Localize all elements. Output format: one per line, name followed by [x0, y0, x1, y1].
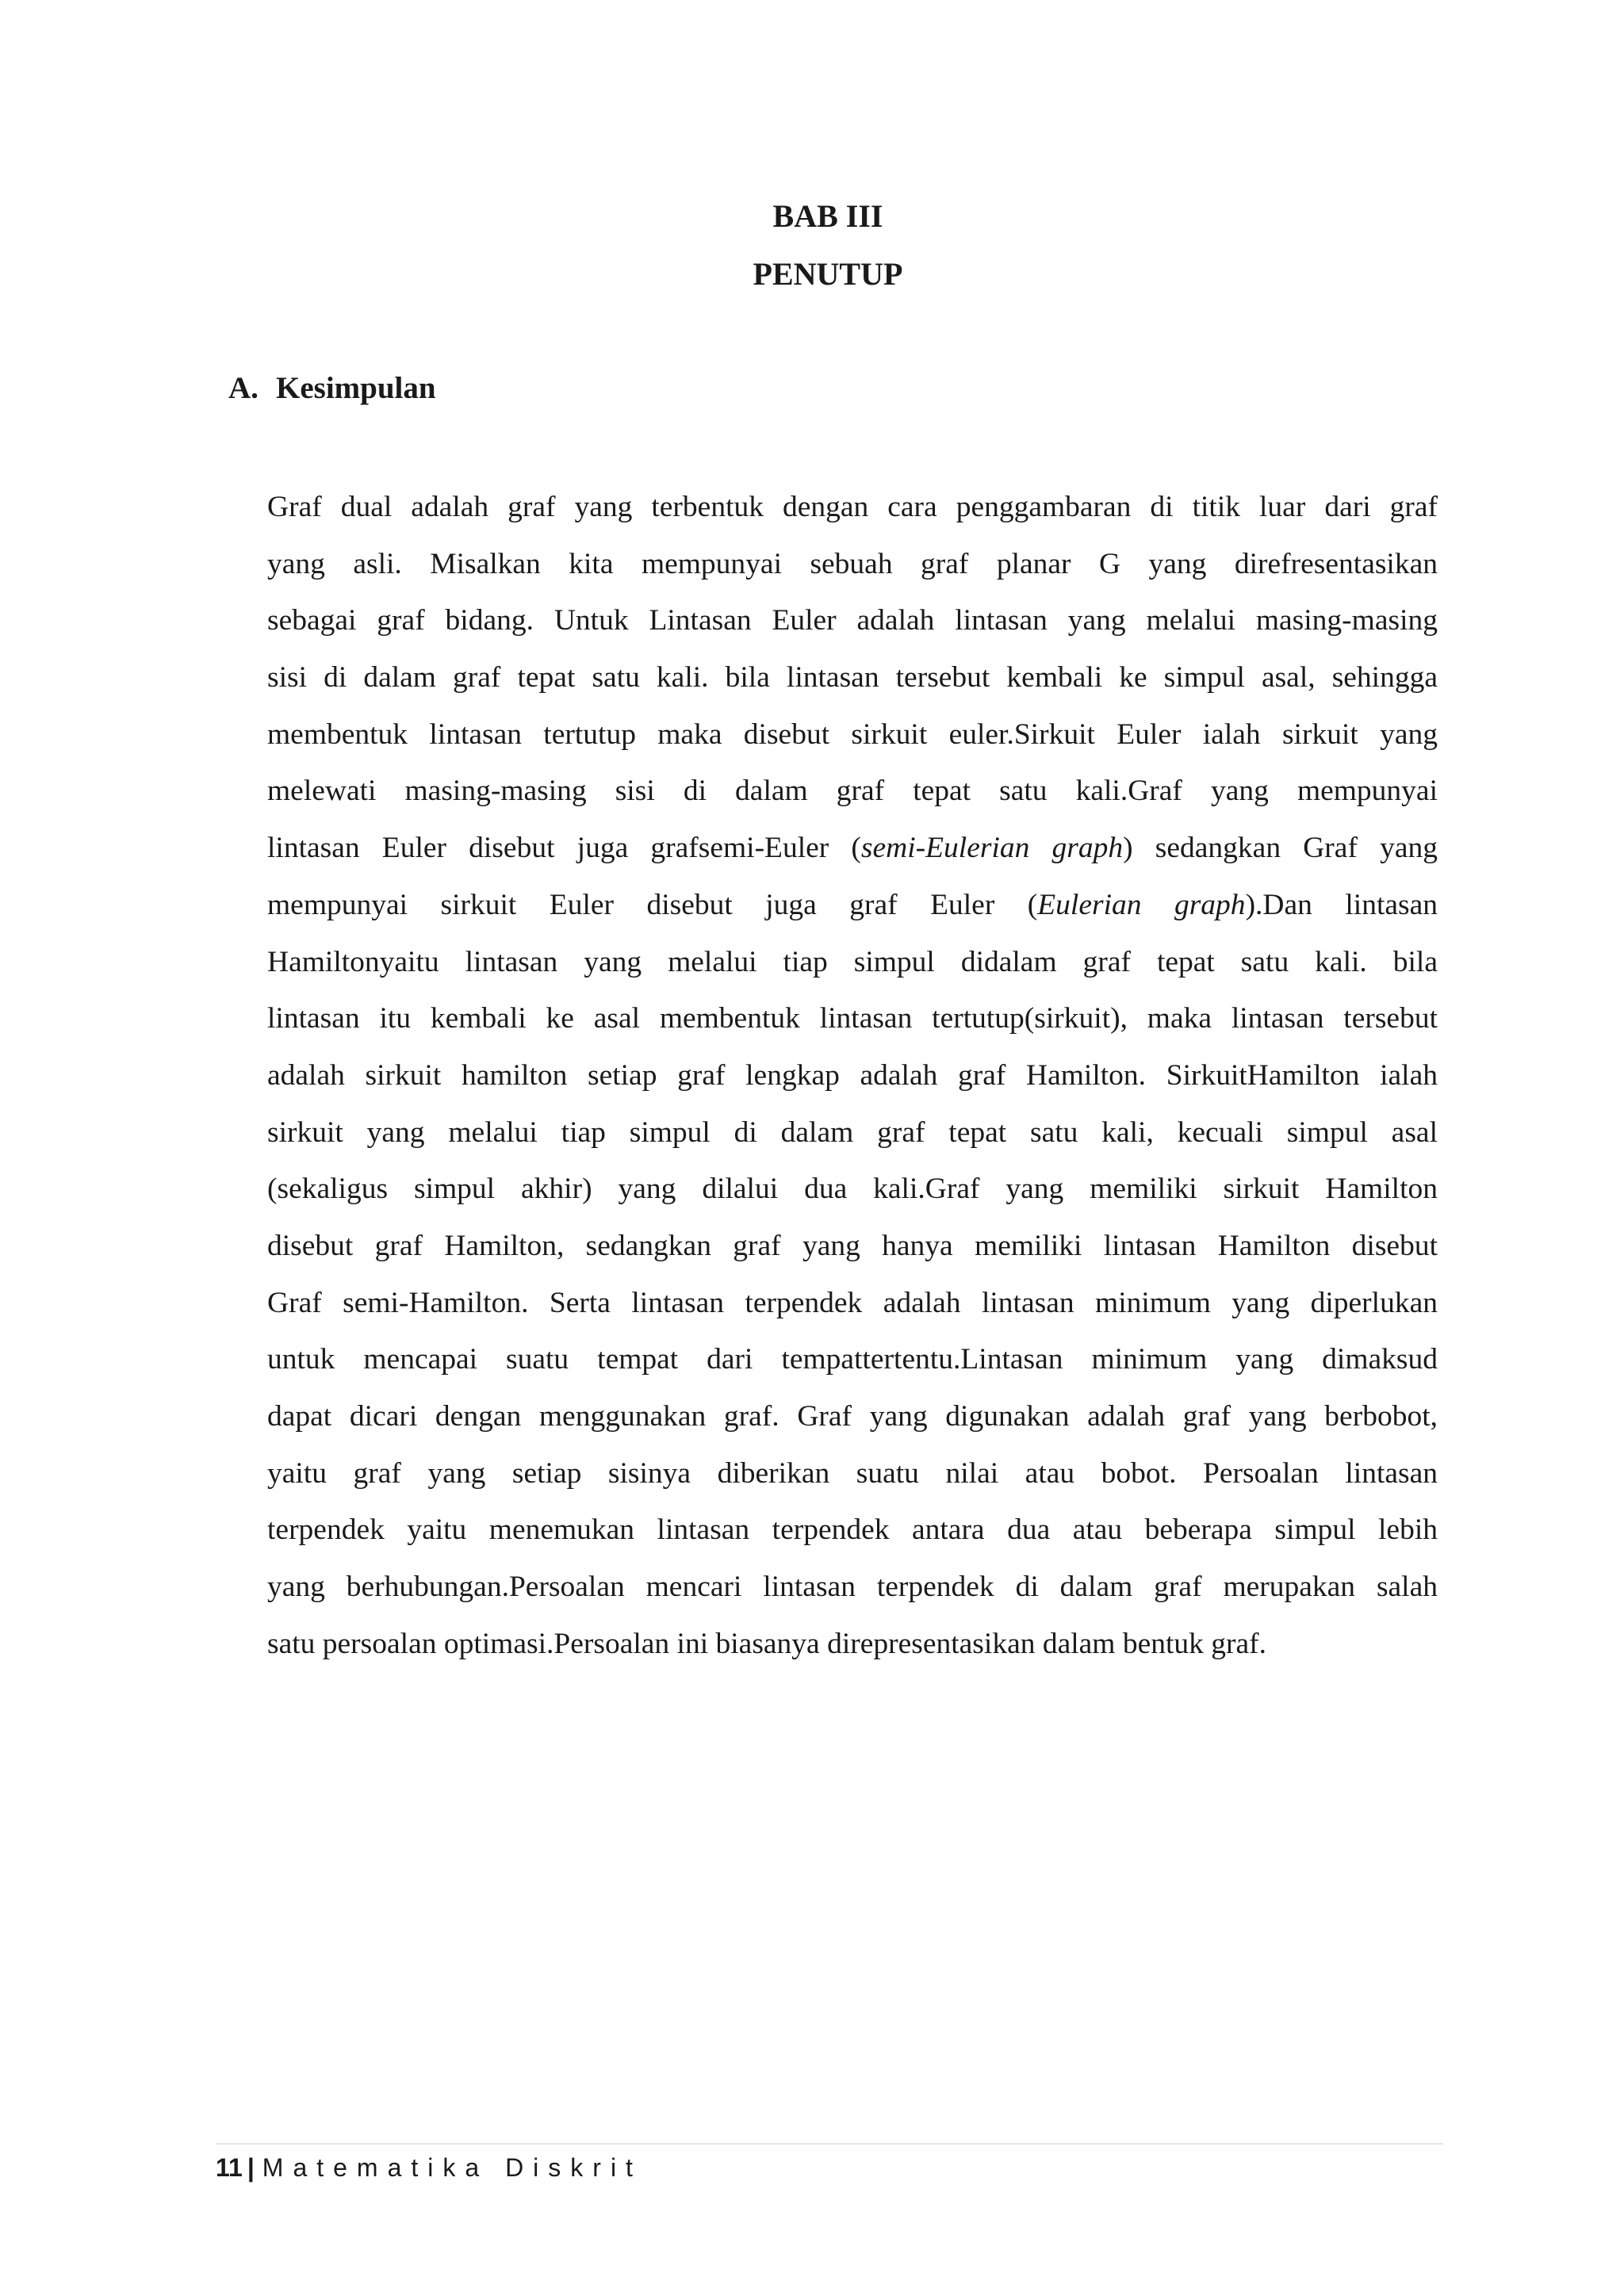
paragraph-line: Graf semi-Hamilton. Serta lintasan terpendek adalah lintasan minimum yang diperlukan: [267, 1286, 1438, 1319]
section-letter: A.: [228, 371, 259, 405]
line-text: mempunyai sirkuit Euler disebut juga graf Euler (: [267, 888, 1038, 921]
paragraph-line: yang asli. Misalkan kita mempunyai sebuah graf planar G yang direfresentasikan: [267, 547, 1438, 580]
conclusion-paragraph: [267, 479, 1438, 1672]
section-title: Kesimpulan: [276, 371, 436, 405]
paragraph-line: untuk mencapai suatu tempat dari tempattertentu.Lintasan minimum yang dimaksud: [267, 1343, 1438, 1376]
line-text: ) sedangkan Graf yang: [1123, 832, 1438, 865]
paragraph-line: sisi di dalam graf tepat satu kali. bila lintasan tersebut kembali ke simpul asal, sehingga: [267, 661, 1438, 695]
footer-separator: |: [247, 2153, 255, 2182]
italic-term: semi-Eulerian graph: [860, 832, 1124, 865]
paragraph-line: melewati masing-masing sisi di dalam graf tepat satu kali.Graf yang mempunyai: [267, 775, 1438, 808]
paragraph-line: satu persoalan optimasi.Persoalan ini biasanya direpresentasikan dalam bentuk graf.: [267, 1627, 1267, 1660]
paragraph-line: sebagai graf bidang. Untuk Lintasan Euler adalah lintasan yang melalui masing-masing: [267, 604, 1438, 637]
running-title: Matematika Diskrit: [262, 2153, 642, 2182]
paragraph-line: membentuk lintasan tertutup maka disebut sirkuit euler.Sirkuit Euler ialah sirkuit yang: [267, 718, 1438, 751]
paragraph-line: (sekaligus simpul akhir) yang dilalui dua kali.Graf yang memiliki sirkuit Hamilton: [267, 1173, 1438, 1206]
paragraph-line: Hamiltonyaitu lintasan yang melalui tiap simpul didalam graf tepat satu kali. bila: [267, 945, 1438, 978]
page-footer: [216, 2150, 642, 2185]
paragraph-line: yang berhubungan.Persoalan mencari lintasan terpendek di dalam graf merupakan salah: [267, 1571, 1438, 1604]
paragraph-line: dapat dicari dengan menggunakan graf. Graf yang digunakan adalah graf yang berbobot,: [267, 1400, 1438, 1433]
paragraph-line: Graf dual adalah graf yang terbentuk dengan cara penggambaran di titik luar dari graf: [267, 491, 1438, 523]
paragraph-line: lintasan itu kembali ke asal membentuk lintasan tertutup(sirkuit), maka lintasan tersebut: [267, 1002, 1438, 1035]
footer-divider: [216, 2143, 1443, 2145]
line-text: ).Dan lintasan: [1245, 888, 1438, 921]
section-heading: [228, 369, 436, 408]
paragraph-line: sirkuit yang melalui tiap simpul di dalam graf tepat satu kali, kecuali simpul asal: [267, 1115, 1438, 1149]
line-text: lintasan Euler disebut juga grafsemi-Euler (: [267, 832, 861, 865]
chapter-title: PENUTUP: [753, 256, 903, 292]
paragraph-line: terpendek yaitu menemukan lintasan terpendek antara dua atau beberapa simpul lebih: [267, 1513, 1438, 1547]
paragraph-line: yaitu graf yang setiap sisinya diberikan suatu nilai atau bobot. Persoalan lintasan: [267, 1456, 1438, 1490]
chapter-number: BAB III: [772, 198, 883, 234]
italic-term: Eulerian graph: [1037, 888, 1246, 921]
page-number: 11: [216, 2153, 243, 2182]
paragraph-line: disebut graf Hamilton, sedangkan graf yang hanya memiliki lintasan Hamilton disebut: [267, 1229, 1438, 1262]
paragraph-line: [267, 820, 1438, 877]
paragraph-line: [267, 877, 1438, 934]
paragraph-line: adalah sirkuit hamilton setiap graf lengkap adalah graf Hamilton. SirkuitHamilton ialah: [267, 1058, 1438, 1092]
